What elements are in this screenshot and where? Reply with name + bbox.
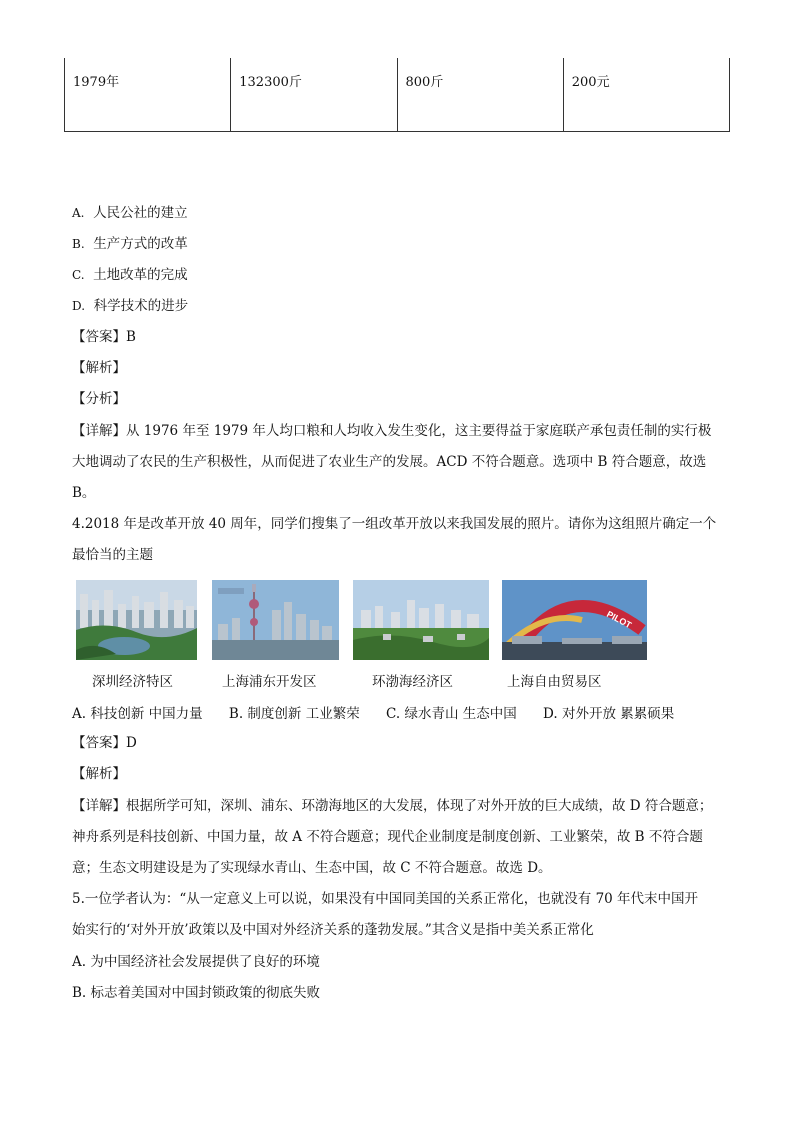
q4-options [72,702,696,722]
q3-analysis-heading: 【解析】 [72,360,126,376]
photo-pudong [212,580,339,660]
q4-detail-line-2: 神舟系列是科技创新、中国力量，故 A 不符合题意；现代企业制度是制度创新、工业繁荣，故 B 不符合题 [72,829,703,845]
table-cell-total-grain: 132300斤 [231,58,397,131]
caption-pudong: 上海浦东开发区 [222,674,317,690]
q5-option-a: A. 为中国经济社会发展提供了良好的环境 [72,954,320,970]
photo-shenzhen [76,580,197,660]
q3-option-b: B. 生产方式的改革 [72,236,188,252]
q4-stem-line-2: 最恰当的主题 [72,547,153,563]
q5-stem-line-1: 5.一位学者认为：“从一定意义上可以说，如果没有中国同美国的关系正常化，也就没有 70 年代末中国开 [72,891,699,907]
photo-free-trade-zone [502,580,647,660]
photo-sign-text: PILOT [605,608,634,631]
table-cell-per-capita-income: 200元 [564,58,730,131]
q4-answer: 【答案】D [72,735,137,751]
q4-detail-line-1: 【详解】根据所学可知，深圳、浦东、环渤海地区的大发展，体现了对外开放的巨大成绩，故 D 符合题意； [72,798,713,814]
photo-bohai [353,580,489,660]
q4-stem-line-1: 4.2018 年是改革开放 40 周年，同学们搜集了一组改革开放以来我国发展的照片。请你为这组照片确定一个 [72,516,717,532]
q5-option-b: B. 标志着美国对中国封锁政策的彻底失败 [72,985,321,1001]
caption-shenzhen: 深圳经济特区 [92,674,173,690]
q4-option-c: C. 绿水青山 生态中国 [386,706,517,722]
q4-option-a: A. 科技创新 中国力量 [72,706,203,722]
q4-detail-line-3: 意；生态文明建设是为了实现绿水青山、生态中国，故 C 不符合题意。故选 D。 [72,860,552,876]
q3-answer: 【答案】B [72,329,136,345]
q4-option-b: B. 制度创新 工业繁荣 [228,706,360,722]
q4-option-d: D. 对外开放 累累硕果 [543,706,675,722]
data-table-row [64,58,730,132]
q3-detail-line-2: 大地调动了农民的生产积极性，从而促进了农业生产的发展。ACD 不符合题意。选项中 B 符合题意，故选 [72,454,707,470]
q5-stem-line-2: 始实行的‘对外开放’政策以及中国对外经济关系的蓬勃发展。”其含义是指中美关系正常化 [72,922,594,938]
caption-free-trade-zone: 上海自由贸易区 [507,674,602,690]
q3-option-d: D. 科学技术的进步 [72,298,189,314]
q3-detail-line-3: B。 [72,485,96,501]
q3-fenxi-heading: 【分析】 [72,391,126,407]
q4-analysis-heading: 【解析】 [72,766,126,782]
table-cell-year: 1979年 [65,58,231,131]
q3-detail-line-1: 【详解】从 1976 年至 1979 年人均口粮和人均收入发生变化，这主要得益于家庭联产承包责任制的实行极 [72,423,712,439]
q3-option-a: A. 人民公社的建立 [72,205,188,221]
table-cell-per-capita-grain: 800斤 [398,58,564,131]
caption-bohai: 环渤海经济区 [372,674,453,690]
q3-option-c: C. 土地改革的完成 [72,267,188,283]
